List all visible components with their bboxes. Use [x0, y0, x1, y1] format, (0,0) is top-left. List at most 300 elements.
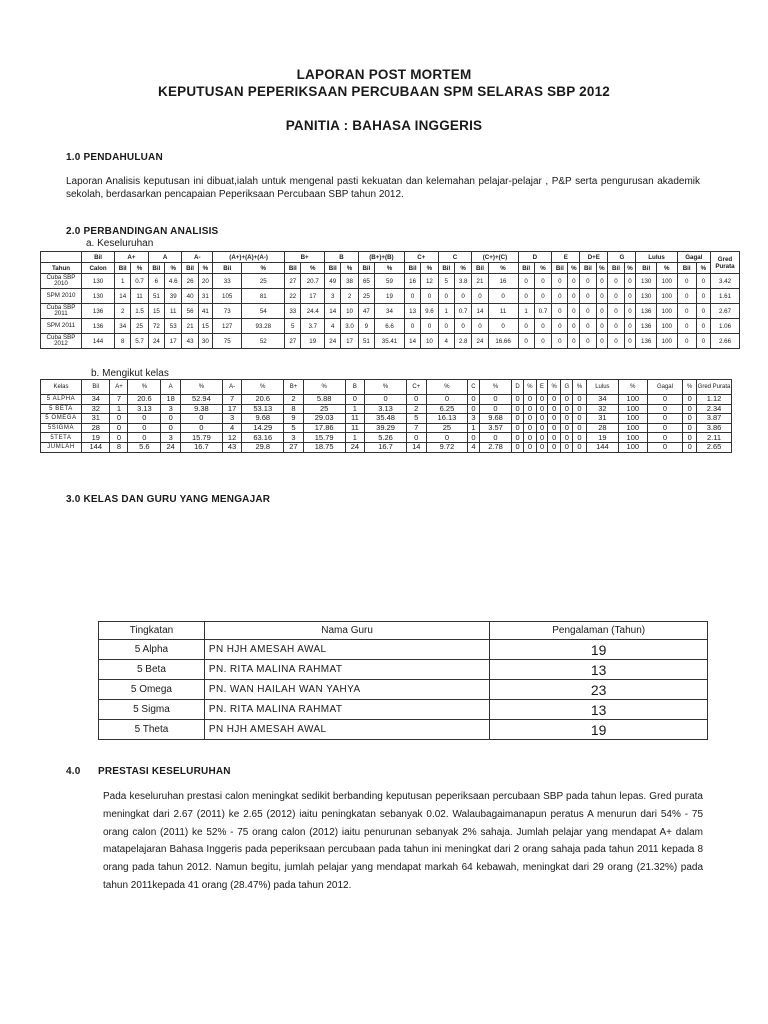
table-cell: 0	[548, 442, 561, 452]
table-cell: 65	[358, 274, 374, 289]
table-cell: 130	[82, 289, 115, 304]
table-header-cell: %	[242, 380, 284, 395]
table-header-cell: %	[341, 263, 358, 274]
table-row	[41, 274, 740, 289]
table-cell: 100	[619, 395, 647, 405]
table-cell: 53.13	[242, 404, 284, 414]
table-cell: PN. WAN HAILAH WAN YAHYA	[204, 680, 489, 700]
table-cell: 3	[325, 289, 341, 304]
table-cell: 0	[534, 334, 551, 349]
table-cell: 24	[148, 334, 164, 349]
table-cell: 2	[115, 304, 131, 319]
table-header-cell: Bil	[472, 263, 488, 274]
table-cell: 0	[596, 289, 608, 304]
table-cell: 100	[619, 414, 647, 424]
table-header-cell: E	[537, 380, 548, 395]
table-cell: 5 Sigma	[99, 700, 205, 720]
table-cell: 0	[580, 274, 596, 289]
table-cell: 0	[561, 404, 573, 414]
table-cell: 0	[438, 319, 454, 334]
table-header-cell: %	[596, 263, 608, 274]
table-header-cell: (B+)+(B)	[358, 252, 404, 263]
table-cell: 0	[624, 319, 636, 334]
table-cell: 10	[421, 334, 438, 349]
table-cell: 3	[222, 414, 242, 424]
table-cell: 12	[421, 274, 438, 289]
table-cell: PN. RITA MALINA RAHMAT	[204, 660, 489, 680]
table-cell: 0	[479, 404, 512, 414]
table-cell: 0	[552, 334, 568, 349]
table-header-cell: Bil	[438, 263, 454, 274]
table-cell: 0	[421, 319, 438, 334]
panel-title: PANITIA : BAHASA INGGERIS	[285, 118, 483, 133]
table-header-cell: Bil	[636, 263, 657, 274]
table-header-cell: Kelas	[41, 380, 82, 395]
table-cell: 27	[285, 274, 301, 289]
table-cell: 0	[596, 334, 608, 349]
table-cell: 14.29	[242, 423, 284, 433]
table-cell: 30	[198, 334, 212, 349]
table-cell: 3.7	[301, 319, 325, 334]
table-header-cell: A+	[115, 252, 149, 263]
table-cell: 34	[375, 304, 405, 319]
table-cell: 0	[696, 334, 710, 349]
table-cell: 0	[512, 404, 523, 414]
table-header-cell: Bil	[552, 263, 568, 274]
table-cell: 0	[512, 414, 523, 424]
table-header-cell: %	[624, 263, 636, 274]
table-cell: 0	[696, 304, 710, 319]
table-cell: Cuba SBP 2010	[41, 274, 82, 289]
table-cell: 3	[161, 433, 181, 443]
table-header-cell: Lulus	[636, 252, 677, 263]
table-cell: 0	[568, 319, 580, 334]
table-cell: 0	[683, 395, 697, 405]
table-header-cell: Pengalaman (Tahun)	[490, 622, 708, 640]
table-cell: 0	[406, 395, 426, 405]
report-subtitle: KEPUTUSAN PEPERIKSAAN PERCUBAAN SPM SELARAS SBP 2012	[158, 84, 610, 99]
table-cell: 3	[284, 433, 304, 443]
table-cell: 16	[404, 274, 420, 289]
table-header-cell: B	[345, 380, 365, 395]
table-cell: 0	[110, 423, 128, 433]
table-cell: 0	[568, 274, 580, 289]
table-cell: 0	[512, 423, 523, 433]
table-cell: 41	[198, 304, 212, 319]
table-header-cell: %	[619, 380, 647, 395]
table-cell: 5 Alpha	[99, 640, 205, 660]
table-header-cell: %	[696, 263, 710, 274]
table-cell: 100	[657, 274, 678, 289]
table-cell: 19	[375, 289, 405, 304]
table-cell: 0	[438, 289, 454, 304]
table-header-cell: Bil	[608, 263, 624, 274]
table-row	[41, 334, 740, 349]
table-cell: 11	[165, 304, 182, 319]
table-cell: 0	[181, 414, 223, 424]
table-cell: 1	[468, 423, 479, 433]
table-cell: 14	[406, 442, 426, 452]
table-cell: 25	[303, 404, 345, 414]
table-header-cell: %	[657, 263, 678, 274]
table-row	[41, 289, 740, 304]
table-cell: 0	[696, 319, 710, 334]
table-cell: 28	[82, 423, 110, 433]
table-cell: 0	[548, 414, 561, 424]
table-cell: PN HJH AMESAH AWAL	[204, 640, 489, 660]
table-cell: PN HJH AMESAH AWAL	[204, 720, 489, 740]
table-cell: 0	[573, 442, 586, 452]
table-cell: 0	[128, 433, 161, 443]
table-cell: 0	[534, 289, 551, 304]
table-header-cell: Calon	[82, 263, 115, 274]
table-cell: 1.61	[711, 289, 740, 304]
table-cell: 43	[222, 442, 242, 452]
table-cell: 33	[213, 274, 242, 289]
table-cell: 0	[677, 304, 696, 319]
table-cell: 39.29	[365, 423, 407, 433]
table-header-cell: (A+)+(A)+(A-)	[213, 252, 285, 263]
table-cell: 0	[573, 395, 586, 405]
table-cell: 0	[580, 334, 596, 349]
table-cell: 11	[488, 304, 518, 319]
table-cell: 59	[375, 274, 405, 289]
table-cell: 17	[165, 334, 182, 349]
section4-number: 4.0	[66, 766, 81, 777]
table-cell: 3.8	[454, 274, 471, 289]
table-header-cell: %	[131, 263, 148, 274]
table-cell: 32	[82, 404, 110, 414]
table-cell: 16.66	[488, 334, 518, 349]
table-header-cell: C	[438, 252, 472, 263]
table-cell: 0.7	[131, 274, 148, 289]
table-cell: 0	[624, 304, 636, 319]
table-cell: 1	[438, 304, 454, 319]
table-cell: 3.13	[365, 404, 407, 414]
table-cell: 5 Omega	[99, 680, 205, 700]
table-cell: 9.6	[421, 304, 438, 319]
table-cell: 10	[341, 304, 358, 319]
table-cell: 2	[284, 395, 304, 405]
table-cell: 0	[548, 433, 561, 443]
table-cell: 27	[284, 442, 304, 452]
table-cell: 3.57	[479, 423, 512, 433]
table-cell: SPM 2010	[41, 289, 82, 304]
table-cell: 0.7	[454, 304, 471, 319]
table-cell: 0	[426, 433, 468, 443]
table-row	[41, 414, 732, 424]
table-cell: 0	[537, 414, 548, 424]
table-header-cell: D	[512, 380, 523, 395]
table-cell: 0	[548, 404, 561, 414]
table-cell: 0	[683, 414, 697, 424]
table-cell: 0	[608, 274, 624, 289]
section3-heading: 3.0 KELAS DAN GURU YANG MENGAJAR	[66, 494, 271, 505]
table-cell: 14	[472, 304, 488, 319]
table-header-cell: %	[365, 380, 407, 395]
table-cell: 93.28	[242, 319, 285, 334]
table-cell: 0	[345, 395, 365, 405]
table-header-cell: (C+)+(C)	[472, 252, 518, 263]
table-cell: 0	[647, 404, 683, 414]
table-header-cell: Bil	[148, 263, 164, 274]
table-header-cell: Lulus	[586, 380, 618, 395]
table-cell: 0	[561, 414, 573, 424]
table-cell: 28	[586, 423, 618, 433]
table-header-cell: %	[165, 263, 182, 274]
table-cell: 39	[165, 289, 182, 304]
table-cell: 0	[365, 395, 407, 405]
table-row	[41, 404, 732, 414]
table-cell: 0	[552, 289, 568, 304]
table-cell: 51	[148, 289, 164, 304]
table-cell: 0	[568, 304, 580, 319]
table-cell: 0	[537, 423, 548, 433]
table-cell: 20	[198, 274, 212, 289]
table-cell: 130	[82, 274, 115, 289]
table-header-cell: %	[568, 263, 580, 274]
table-header-cell: %	[548, 380, 561, 395]
table-cell: 1	[345, 433, 365, 443]
table-row	[99, 640, 708, 660]
table-header-cell: Gagal	[677, 252, 710, 263]
table-header-cell: C+	[406, 380, 426, 395]
table-cell: 31	[586, 414, 618, 424]
table-cell: 0	[181, 423, 223, 433]
table-cell: 0	[573, 404, 586, 414]
table-header-cell: Bil	[325, 263, 341, 274]
table-cell: 0	[161, 414, 181, 424]
table-cell: 16.7	[181, 442, 223, 452]
table-cell: 2.34	[697, 404, 732, 414]
table-cell: 40	[182, 289, 198, 304]
table-header-cell: Bil	[580, 263, 596, 274]
table-keseluruhan	[40, 251, 740, 349]
table-cell: 0	[561, 433, 573, 443]
table-cell: 0	[537, 395, 548, 405]
table-cell: 34	[82, 395, 110, 405]
table-header-cell: %	[301, 263, 325, 274]
table-cell: 21	[472, 274, 488, 289]
table-cell: 0	[608, 289, 624, 304]
table-cell: 9.38	[181, 404, 223, 414]
table-header-cell: Bil	[677, 263, 696, 274]
table-cell: 12	[222, 433, 242, 443]
table-cell: 1	[345, 404, 365, 414]
table-cell: 127	[213, 319, 242, 334]
table-cell: 0	[580, 289, 596, 304]
table-cell: 0	[696, 289, 710, 304]
table-cell: 0	[677, 334, 696, 349]
table-cell: 4	[438, 334, 454, 349]
table-cell: 51	[358, 334, 374, 349]
table-cell: 5TETA	[41, 433, 82, 443]
table-header-cell: Bil	[182, 263, 198, 274]
table-cell: 43	[182, 334, 198, 349]
table-cell: 24	[161, 442, 181, 452]
table-cell: 0	[512, 433, 523, 443]
table-cell: 0	[580, 304, 596, 319]
table-cell: 5	[406, 414, 426, 424]
table-cell: 54	[242, 304, 285, 319]
table-cell: 25	[426, 423, 468, 433]
table-header-cell: %	[303, 380, 345, 395]
table-cell: 2.8	[454, 334, 471, 349]
table-cell: 0	[647, 395, 683, 405]
table-cell: 23	[490, 680, 708, 700]
table-cell: 9.68	[242, 414, 284, 424]
table-cell: 22	[285, 289, 301, 304]
table-row	[99, 720, 708, 740]
table-cell: 0	[647, 414, 683, 424]
table-cell: 17	[301, 289, 325, 304]
table-cell: 0	[472, 319, 488, 334]
table-cell: 136	[636, 334, 657, 349]
table-cell: 52.94	[181, 395, 223, 405]
table-cell: 15	[198, 319, 212, 334]
section4-text: Pada keseluruhan prestasi calon meningkat sedikit berbanding keputusan peperiksaan percubaan SBP pada tahun lepas. Gred purata meningkat dari 2.67 (2011) ke 2.65 (2012) iaitu peningkatan sebanyak 0.02. Walaubagaimanapun peratus A menurun dari 54% - 75 orang calon (2011) ke 52% - 75 orang calon (2012) iaitu penurunan sebanyak 2% sahaja. Jumlah pelajar yang mendapat A+ dalam matapelajaran Bahasa Inggeris pada peperiksaan percubaan pada tahun ini meningkat dari 2 orang sahaja pada tahun 2011 kepada 8 orang pada tahun 2012. Namun begitu, jumlah pelajar yang mendapat markah 64 kebawah, meningkat dari 29 orang (21.32%) pada tahun 2011kepada 41 orang (28.47%) pada tahun 2012.	[103, 791, 703, 891]
table-cell: 8	[110, 442, 128, 452]
table-cell: 25	[131, 319, 148, 334]
table-cell: 0	[677, 319, 696, 334]
table-cell: 100	[657, 319, 678, 334]
table-header-cell: %	[683, 380, 697, 395]
table-cell: 1.06	[711, 319, 740, 334]
table-cell: 0	[580, 319, 596, 334]
table-cell: 2	[406, 404, 426, 414]
table-cell: 0	[624, 289, 636, 304]
table-cell: 0	[523, 395, 536, 405]
table-cell: 0	[454, 319, 471, 334]
table-cell: 29.8	[242, 442, 284, 452]
table-cell: 9	[284, 414, 304, 424]
table-cell: 0	[479, 433, 512, 443]
table-cell: 0	[406, 433, 426, 443]
table-header-cell: A+	[110, 380, 128, 395]
table-header-cell: C	[468, 380, 479, 395]
table-cell: 31	[198, 289, 212, 304]
table-cell: 0	[523, 414, 536, 424]
table-cell: 0.7	[534, 304, 551, 319]
table-cell: 29.03	[303, 414, 345, 424]
table-cell: 75	[213, 334, 242, 349]
table-guru	[98, 621, 708, 740]
table-cell: 0	[523, 433, 536, 443]
table-cell: 0	[561, 423, 573, 433]
table-cell: 24	[345, 442, 365, 452]
table-header-cell: Bil	[82, 380, 110, 395]
table-cell: 19	[490, 720, 708, 740]
table-cell: 0	[404, 319, 420, 334]
table-cell: 100	[619, 433, 647, 443]
table-cell: 11	[131, 289, 148, 304]
table-header-cell: Nama Guru	[204, 622, 489, 640]
table-cell: 0	[468, 395, 479, 405]
table-cell: 0	[596, 319, 608, 334]
table-cell: 5.88	[303, 395, 345, 405]
table-cell: 31	[82, 414, 110, 424]
table-cell: 20.6	[128, 395, 161, 405]
table-cell: 0	[404, 289, 420, 304]
table-cell: 24.4	[301, 304, 325, 319]
table-header-cell: Tahun	[41, 263, 82, 274]
table-header-cell: E	[552, 252, 580, 263]
table-header-cell: A	[148, 252, 182, 263]
table-header-cell: Bil	[404, 263, 420, 274]
table-cell: 2.11	[697, 433, 732, 443]
table-cell: 0	[479, 395, 512, 405]
table-cell: 4	[325, 319, 341, 334]
table-cell: 16.7	[365, 442, 407, 452]
table-cell: 35.48	[365, 414, 407, 424]
table-cell: 7	[406, 423, 426, 433]
table-cell: 1.12	[697, 395, 732, 405]
table-header-cell: %	[421, 263, 438, 274]
table-cell: Cuba SBP 2012	[41, 334, 82, 349]
table-cell: 52	[242, 334, 285, 349]
table-cell: 130	[636, 289, 657, 304]
table-cell: 136	[636, 319, 657, 334]
table-cell: 18	[161, 395, 181, 405]
table-header-cell: Gred Purata	[697, 380, 732, 395]
report-title: LAPORAN POST MORTEM	[296, 67, 472, 82]
table-cell: 8	[115, 334, 131, 349]
table-cell: 136	[82, 319, 115, 334]
table-cell: 0	[518, 319, 534, 334]
table-cell: 1.5	[131, 304, 148, 319]
table-cell: 38	[341, 274, 358, 289]
table-cell: 6	[148, 274, 164, 289]
table-cell: 24	[325, 334, 341, 349]
table-header-cell: B+	[285, 252, 325, 263]
table-cell: 0	[518, 334, 534, 349]
table-cell: 7	[222, 395, 242, 405]
table-header-cell: G	[561, 380, 573, 395]
table-cell: 11	[345, 423, 365, 433]
table-cell: 5 OMEGA	[41, 414, 82, 424]
table-cell: 3.86	[697, 423, 732, 433]
table-cell: 3.0	[341, 319, 358, 334]
table-cell: 5	[438, 274, 454, 289]
table-header-cell: B+	[284, 380, 304, 395]
table-cell: 6.25	[426, 404, 468, 414]
table-cell: 2.67	[711, 304, 740, 319]
table-cell: 13	[404, 304, 420, 319]
table-cell: 0	[677, 274, 696, 289]
table-cell: 14	[115, 289, 131, 304]
table-header-cell: Tingkatan	[99, 622, 205, 640]
table-cell: 4.6	[165, 274, 182, 289]
table-cell: JUMLAH	[41, 442, 82, 452]
table-cell: 144	[586, 442, 618, 452]
table-cell: 73	[213, 304, 242, 319]
table-cell: 0	[534, 319, 551, 334]
table-header-cell: A-	[182, 252, 213, 263]
table-cell: 9.68	[479, 414, 512, 424]
table-cell: 0	[548, 423, 561, 433]
table-header-cell	[41, 252, 82, 263]
table-cell: 3.13	[128, 404, 161, 414]
table-cell: 100	[657, 304, 678, 319]
table-cell: 32	[586, 404, 618, 414]
table-cell: 0	[454, 289, 471, 304]
table-row	[41, 433, 732, 443]
table-cell: 19	[301, 334, 325, 349]
table-cell: 0	[624, 274, 636, 289]
table-row	[99, 700, 708, 720]
table-cell: 47	[358, 304, 374, 319]
table-cell: 3.87	[697, 414, 732, 424]
